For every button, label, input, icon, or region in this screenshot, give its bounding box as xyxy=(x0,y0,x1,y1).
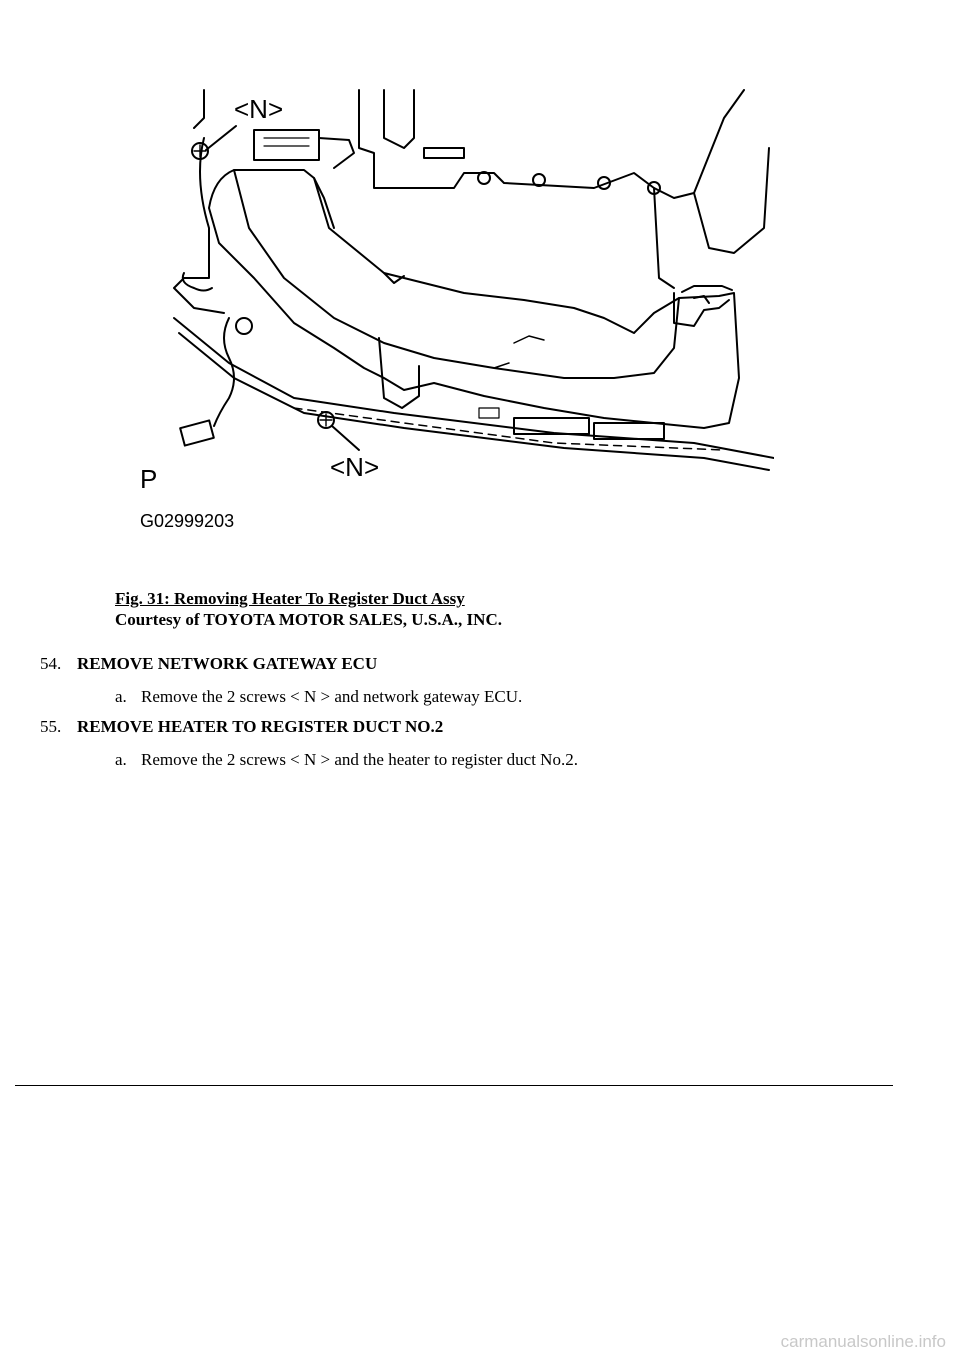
figure-title: Fig. 31: Removing Heater To Register Duct Assy xyxy=(115,589,465,608)
view-label: P xyxy=(140,464,158,494)
step-number: 54. xyxy=(40,654,62,673)
sub-letter: a. xyxy=(115,687,127,706)
sub-letter: a. xyxy=(115,750,127,769)
figure-credit: Courtesy of TOYOTA MOTOR SALES, U.S.A., INC. xyxy=(115,610,502,629)
step-55 xyxy=(40,716,443,738)
step-54 xyxy=(40,653,377,675)
step-number: 55. xyxy=(40,717,62,736)
step-title: REMOVE HEATER TO REGISTER DUCT NO.2 xyxy=(77,717,444,736)
step-54-sub-a xyxy=(115,686,522,708)
page-divider xyxy=(15,1085,893,1086)
watermark: carmanualsonline.info xyxy=(780,1332,946,1351)
duct-diagram xyxy=(134,78,774,538)
duct-figure xyxy=(134,78,774,538)
figure-code: G02999203 xyxy=(140,511,235,531)
screw-label-bottom: <N> xyxy=(330,452,380,482)
screw-label-top: <N> xyxy=(234,94,284,124)
step-title: REMOVE NETWORK GATEWAY ECU xyxy=(77,654,378,673)
sub-text: Remove the 2 screws < N > and network gateway ECU. xyxy=(141,687,523,706)
step-55-sub-a xyxy=(115,749,578,771)
sub-text: Remove the 2 screws < N > and the heater to register duct No.2. xyxy=(141,750,578,769)
figure-caption xyxy=(115,588,502,630)
